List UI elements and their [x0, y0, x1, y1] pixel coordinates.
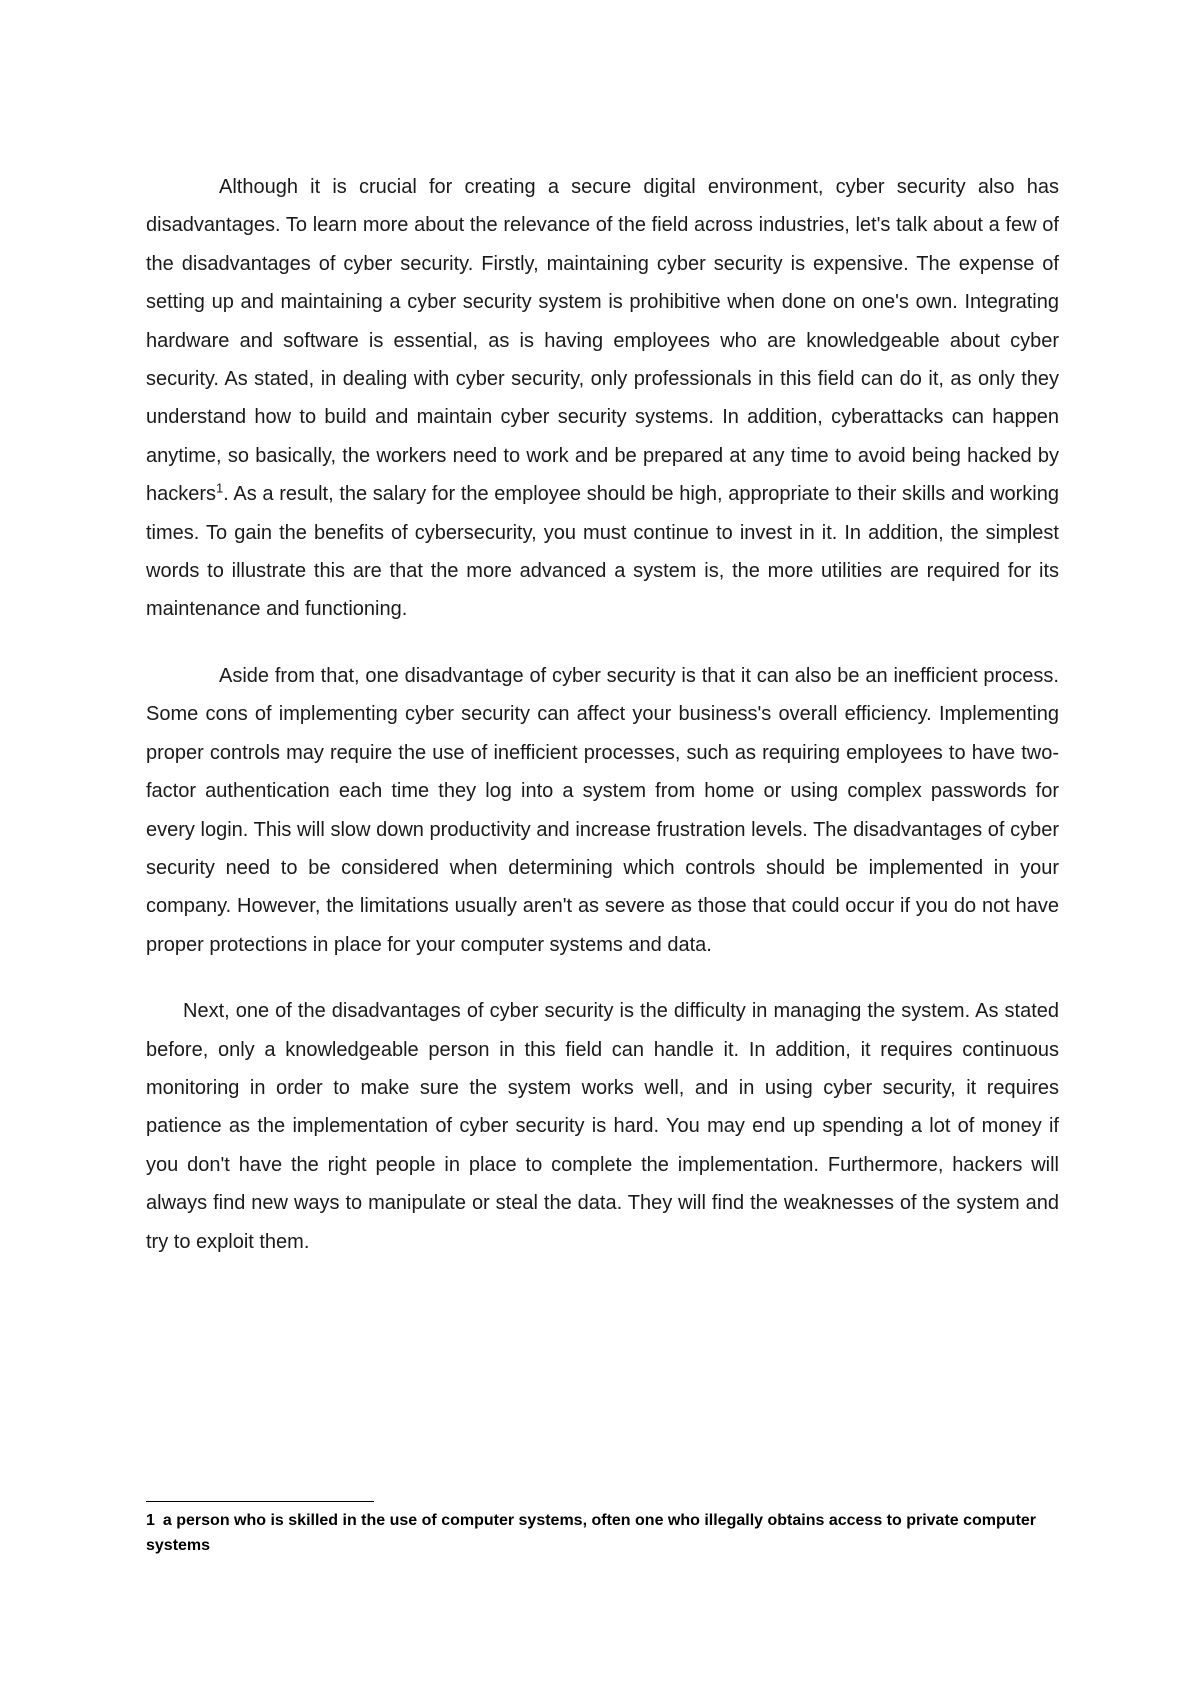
footnote-reference[interactable]: 1: [216, 480, 224, 496]
paragraph-2: Aside from that, one disadvantage of cyber security is that it can also be an inefficient process. Some cons of implementing cyber security can affect your business's overall efficiency. Implementing proper controls may require the use of inefficient processes, such as requiring employees to have two-factor authentication each time they log into a system from home or using complex passwords for every login. This will slow down productivity and increase frustration levels. The disadvantages of cyber security need to be considered when determining which controls should be implemented in your company. However, the limitations usually aren't as severe as those that could occur if you do not have proper protections in place for your computer systems and data.: [146, 664, 1059, 956]
footnote: [146, 1508, 1076, 1558]
footnote-text: a person who is skilled in the use of computer systems, often one who illegally obtains access to private computer systems: [146, 1512, 1037, 1554]
footnote-separator: [146, 1501, 374, 1502]
paragraph-1-text: Although it is crucial for creating a secure digital environment, cyber security also has disadvantages. To learn more about the relevance of the field across industries, let's talk about a few of the disadvantages of cyber security. Firstly, maintaining cyber security is expensive. The expense of setting up and maintaining a cyber security system is prohibitive when done on one's own. Integrating hardware and software is essential, as is having employees who are knowledgeable about cyber security. As stated, in dealing with cyber security, only professionals in this field can do it, as only they understand how to build and maintain cyber security systems. In addition, cyberattacks can happen anytime, so basically, the workers need to work and be prepared at any time to avoid being hacked by hackers: [146, 176, 1059, 506]
paragraph-1-text-continued: . As a result, the salary for the employee should be high, appropriate to their skills and working times. To gain the benefits of cybersecurity, you must continue to invest in it. In addition, the simplest words to illustrate this are that the more advanced a system is, the more utilities are required for its maintenance and functioning.: [146, 483, 1059, 621]
body-text: [146, 168, 1059, 1261]
paragraph-1: [146, 168, 1059, 629]
paragraph-3: Next, one of the disadvantages of cyber security is the difficulty in managing the system. As stated before, only a knowledgeable person in this field can handle it. In addition, it requires continuous monitoring in order to make sure the system works well, and in using cyber security, it requires patience as the implementation of cyber security is hard. You may end up spending a lot of money if you don't have the right people in place to complete the implementation. Furthermore, hackers will always find new ways to manipulate or steal the data. They will find the weaknesses of the system and try to exploit them.: [146, 1000, 1059, 1253]
footnote-number: 1: [146, 1512, 155, 1529]
